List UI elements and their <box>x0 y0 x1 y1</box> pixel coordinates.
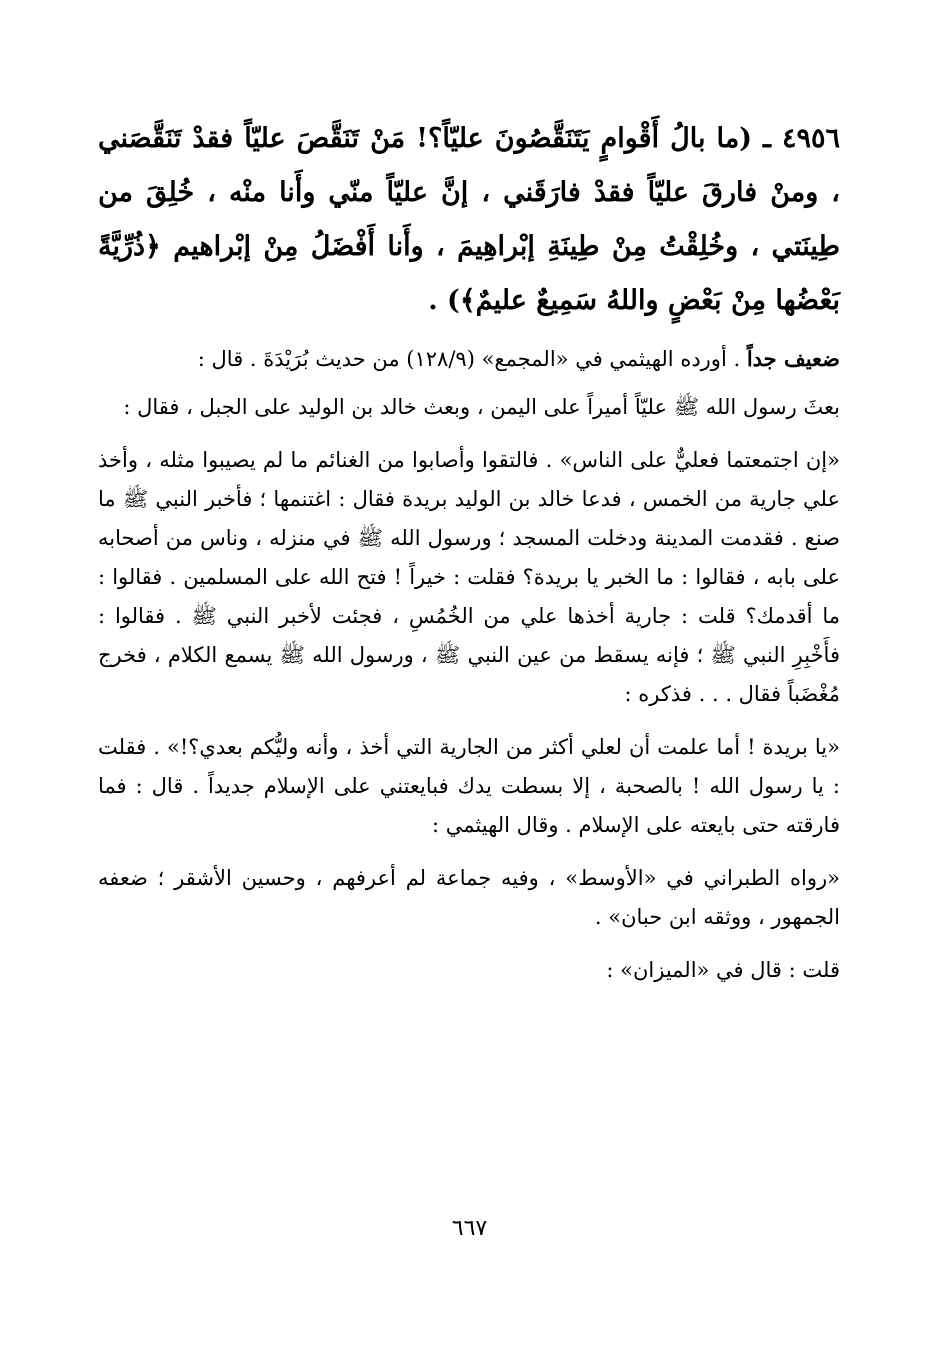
grade-source: . أورده الهيثمي في «المجمع» (١٢٨/٩) من حديث بُرَيْدَةَ . قال : <box>197 347 747 371</box>
grade-line <box>98 338 840 380</box>
hadith-text: ٤٩٥٦ ـ (ما بالُ أَقْوامٍ يَتَنَقَّصُونَ عليّاً؟! مَنْ تَنَقَّصَ عليّاً فقدْ تَنَقَّصَني ، ومنْ فارقَ عليّاً فقدْ فارَقَني ، إنَّ عليّاً منّي وأَنا منْه ، خُلِقَ من طِينَتي ، وخُلِقْتُ مِنْ طِينَةِ إبْراهِيمَ ، وأَنا أَفْضَلُ مِنْ إبْراهيم ﴿ذُرِّيَّةً بَعْضُها مِنْ بَعْضٍ واللهُ سَمِيعٌ عليمٌ﴾) . <box>98 123 840 316</box>
paragraph-mission: بعثَ رسول الله ﷺ عليّاً أميراً على اليمن ، وبعث خالد بن الوليد على الجبل ، فقال : <box>123 395 840 419</box>
paragraph-haythami: «رواه الطبراني في «الأوسط» ، وفيه جماعة لم أعرفهم ، وحسين الأشقر ؛ ضعفه الجمهور ، ووثقه ابن حبان» . <box>98 866 840 929</box>
paragraph-mizan: قلت : قال في «الميزان» : <box>606 958 840 982</box>
page-body <box>98 112 840 1004</box>
paragraph-prophet-words: «يا بريدة ! أما علمت أن لعلي أكثر من الجارية التي أخذ ، وأنه وليُّكم بعدي؟!» . فقلت : يا رسول الله ! بالصحبة ، إلا بسطت يدك فبايعتني على الإسلام جديداً . قال : فما فارقته حتى بايعته على الإسلام . وقال الهيثمي : <box>98 735 840 837</box>
page-number: ٦٦٧ <box>451 1216 488 1241</box>
grade-label: ضعيف جداً <box>746 346 840 371</box>
paragraph-narration: «إن اجتمعتما فعليٌّ على الناس» . فالتقوا وأصابوا من الغنائم ما لم يصيبوا مثله ، وأخذ علي جارية من الخمس ، فدعا خالد بن الوليد بريدة فقال : اغتنمها ؛ فأخبر النبي ﷺ ما صنع . فقدمت المدينة ودخلت المسجد ؛ ورسول الله ﷺ في منزله ، وناس من أصحابه على بابه ، فقالوا : ما الخبر يا بريدة؟ فقلت : خيراً ! فتح الله على المسلمين . فقالوا : ما أقدمك؟ قلت : جارية أخذها علي من الخُمُسِ ، فجئت لأخبر النبي ﷺ . فقالوا : فأَخْبِرِ النبي ﷺ ؛ فإنه يسقط من عين النبي ﷺ ، ورسول الله ﷺ يسمع الكلام ، فخرج مُغْضَباً فقال . . . فذكره : <box>98 448 840 706</box>
